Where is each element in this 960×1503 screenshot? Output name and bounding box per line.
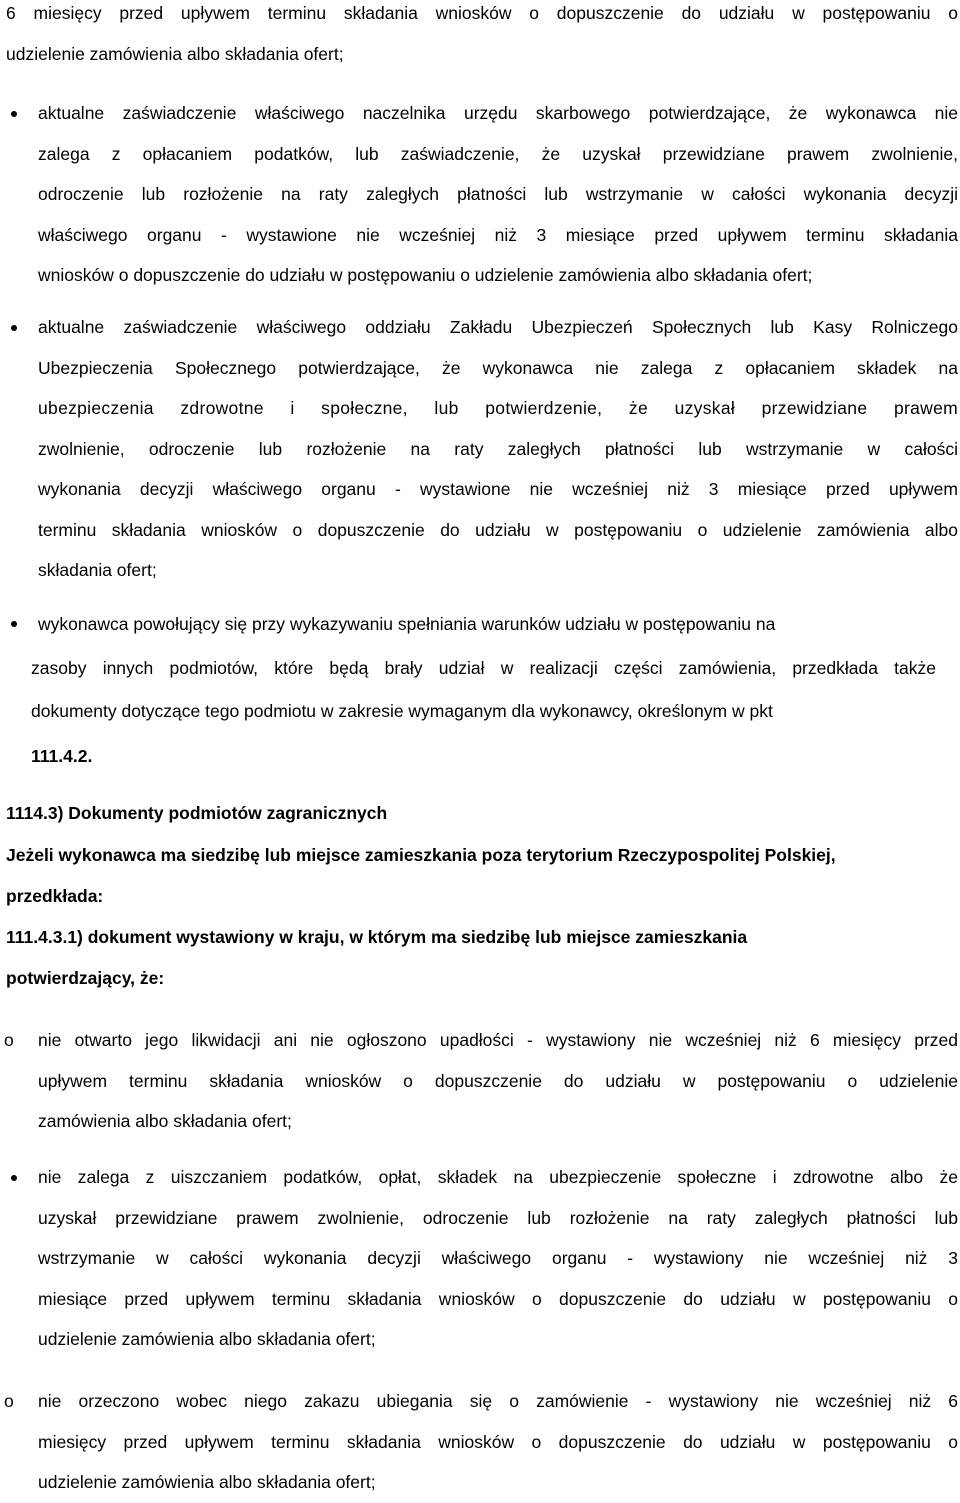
text-line: nie orzeczono wobec niego zakazu ubiegania się o zamówienie - wystawiony nie wcześniej niż 6 [38,1391,958,1411]
list-item [38,1381,958,1503]
text-line: dokumenty dotyczące tego podmiotu w zakresie wymaganym dla wykonawcy, określonym w pkt [31,701,773,721]
bullet-icon [11,621,17,627]
list-item-continuation [31,647,936,733]
text-line: wniosków o dopuszczenie do udziału w postępowaniu o udzielenie zamówienia albo składania ofert; [38,265,813,285]
bullet-icon [11,325,17,331]
list-item [38,307,958,591]
bullet-icon [11,111,17,117]
text-line: zalega z opłacaniem podatków, lub zaświadczenie, że uzyskał przewidziane prawem zwolnienie, [38,143,958,164]
list-item [38,1157,958,1360]
text-line: Jeżeli wykonawca ma siedzibę lub miejsce zamieszkania poza terytorium Rzeczypospolitej Polskiej, [6,845,836,865]
text-line: ubezpieczenia zdrowotne i społeczne, lub potwierdzenie, że uzyskał przewidziane prawem [38,398,958,418]
section-intro [6,835,958,917]
text-line: wykonawca powołujący się przy wykazywaniu spełniania warunków udziału w postępowaniu na [38,614,776,634]
list-item [38,93,958,296]
text-line: wykonania decyzji właściwego organu - wystawione nie wcześniej niż 3 miesiące przed upływem [38,479,958,499]
section-reference: 111.4.2. [31,746,93,766]
bullet-icon [11,1175,17,1181]
text-line: udzielenie zamówienia albo składania ofert; [6,43,344,64]
text-line: nie zalega z uiszczaniem podatków, opłat, składek na ubezpieczenie społeczne i zdrowotne albo że [38,1167,958,1187]
text-line: aktualne zaświadczenie właściwego naczelnika urzędu skarbowego potwierdzające, że wykonawca nie [38,103,958,123]
continuation-paragraph [6,0,958,74]
text-line: nie otwarto jego likwidacji ani nie ogłoszono upadłości - wystawiony nie wcześniej niż 6 miesięcy przed [38,1030,958,1050]
list-item-first-line [38,604,958,644]
text-line: 6 miesięcy przed upływem terminu składania wniosków o dopuszczenie do udziału w postępowaniu o [6,3,958,23]
text-line: potwierdzający, że: [6,968,165,988]
text-line: zwolnienie, odroczenie lub rozłożenie na raty zaległych płatności lub wstrzymanie w całości [38,438,958,459]
text-line: właściwego organu - wystawione nie wcześniej niż 3 miesiące przed upływem terminu składania [38,224,958,245]
text-line: aktualne zaświadczenie właściwego oddziału Zakładu Ubezpieczeń Społecznych lub Kasy Rolniczego [38,317,958,337]
text-line: udzielenie zamówienia albo składania ofert; [38,1329,376,1349]
subsection-heading [6,917,958,999]
section-heading: 1114.3) Dokumenty podmiotów zagranicznych [6,803,388,823]
text-line: miesiące przed upływem terminu składania wniosków o dopuszczenie do udziału w postępowaniu o [38,1288,958,1309]
text-line: przedkłada: [6,886,104,906]
text-line: Ubezpieczenia Społecznego potwierdzające, że wykonawca nie zalega z opłacaniem składek na [38,357,958,378]
list-item [38,1020,958,1142]
text-line: odroczenie lub rozłożenie na raty zaległych płatności lub wstrzymanie w całości wykonania decyzji [38,184,958,204]
circle-bullet-icon: o [4,1030,14,1050]
text-line: 111.4.3.1) dokument wystawiony w kraju, w którym ma siedzibę lub miejsce zamieszkania [6,927,748,947]
text-line: zamówienia albo składania ofert; [38,1111,292,1131]
text-line: udzielenie zamówienia albo składania ofert; [38,1472,376,1492]
text-line: upływem terminu składania wniosków o dopuszczenie do udziału w postępowaniu o udzielenie [38,1070,958,1091]
text-line: miesięcy przed upływem terminu składania wniosków o dopuszczenie do udziału w postępowaniu o [38,1431,958,1452]
text-line: terminu składania wniosków o dopuszczenie do udziału w postępowaniu o udzielenie zamówienia albo [38,519,958,540]
circle-bullet-icon: o [4,1391,14,1411]
text-line: składania ofert; [38,560,157,580]
text-line: zasoby innych podmiotów, które będą brały udział w realizacji części zamówienia, przedkłada także [31,658,936,678]
text-line: wstrzymanie w całości wykonania decyzji właściwego organu - wystawiony nie wcześniej niż 3 [38,1248,958,1268]
text-line: uzyskał przewidziane prawem zwolnienie, odroczenie lub rozłożenie na raty zaległych płatności lub [38,1207,958,1228]
